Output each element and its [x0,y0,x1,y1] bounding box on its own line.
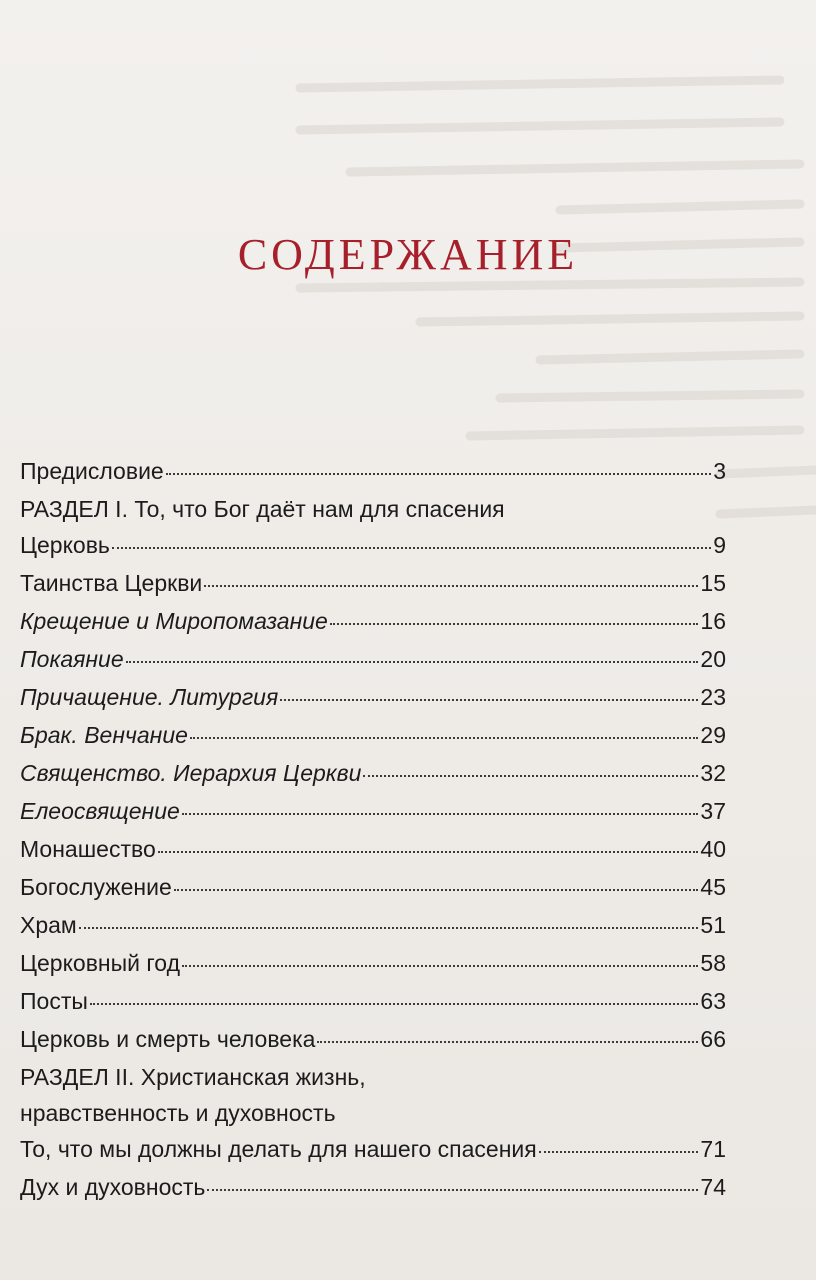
toc-entry-page-number: 45 [700,874,726,900]
dot-leader [112,547,711,549]
toc-entry-page-number: 58 [700,950,726,976]
toc-entry-page-number: 71 [700,1136,726,1162]
toc-entry-page-number: 74 [700,1174,726,1200]
toc-entry [20,640,726,678]
toc-entry-title: Посты [20,988,88,1014]
dot-leader [166,473,711,475]
table-of-contents [20,452,726,1206]
toc-entry-page-number: 37 [700,798,726,824]
toc-entry-page-number: 3 [713,458,726,484]
dot-leader [190,737,698,739]
toc-entry-page-number: 32 [700,760,726,786]
toc-entry-title: Таинства Церкви [20,570,203,596]
toc-entry-title: Монашество [20,836,156,862]
toc-entry [20,452,726,490]
dot-leader [158,851,699,853]
section-heading-line: РАЗДЕЛ I. То, что Бог даёт нам для спасения [20,496,505,522]
dot-leader [280,699,698,701]
toc-entry [20,792,726,830]
toc-entry-page-number: 40 [700,836,726,862]
dot-leader [126,661,699,663]
toc-entry [20,868,726,906]
toc-entry-title: Богослужение [20,874,172,900]
dot-leader [207,1189,698,1191]
dot-leader [539,1151,699,1153]
toc-entry-title: Брак. Венчание [20,722,188,748]
toc-entry [20,982,726,1020]
toc-entry [20,1020,726,1058]
toc-entry-page-number: 51 [700,912,726,938]
toc-entry [20,906,726,944]
toc-entry-title: Храм [20,912,77,938]
toc-entry-title: То, что мы должны делать для нашего спасения [20,1136,537,1162]
dot-leader [204,585,698,587]
toc-entry-page-number: 63 [700,988,726,1014]
toc-section-heading [20,1058,726,1130]
toc-entry-title: Дух и духовность [20,1174,206,1200]
toc-entry [20,944,726,982]
toc-entry-title: Елеосвящение [20,798,180,824]
page-title: СОДЕРЖАНИЕ [237,230,579,280]
toc-entry-title: Священство. Иерархия Церкви [20,760,362,786]
toc-entry-title: Церковь и смерть человека [20,1026,316,1052]
toc-entry [20,526,726,564]
toc-entry-page-number: 29 [700,722,726,748]
toc-entry-title: Церковный год [20,950,180,976]
dot-leader [330,623,699,625]
toc-entry-title: Крещение и Миропомазание [20,608,328,634]
toc-entry-page-number: 9 [713,532,726,558]
dot-leader [317,1041,698,1043]
toc-entry [20,678,726,716]
toc-entry [20,1130,726,1168]
dot-leader [363,775,698,777]
toc-entry-page-number: 66 [700,1026,726,1052]
toc-entry-page-number: 20 [700,646,726,672]
dot-leader [79,927,699,929]
toc-entry-title: Предисловие [20,458,164,484]
toc-entry [20,1168,726,1206]
dot-leader [182,813,699,815]
toc-entry-page-number: 15 [700,570,726,596]
toc-entry-page-number: 23 [700,684,726,710]
dot-leader [90,1003,699,1005]
toc-entry [20,754,726,792]
section-heading-line: РАЗДЕЛ II. Христианская жизнь, [20,1064,366,1090]
section-heading-line: нравственность и духовность [20,1100,336,1126]
dot-leader [182,965,698,967]
dot-leader [174,889,699,891]
toc-entry [20,830,726,868]
toc-section-heading [20,490,726,526]
toc-entry-title: Покаяние [20,646,124,672]
toc-entry-page-number: 16 [700,608,726,634]
toc-entry [20,602,726,640]
toc-entry-title: Церковь [20,532,110,558]
toc-entry [20,716,726,754]
toc-entry-title: Причащение. Литургия [20,684,279,710]
toc-entry [20,564,726,602]
